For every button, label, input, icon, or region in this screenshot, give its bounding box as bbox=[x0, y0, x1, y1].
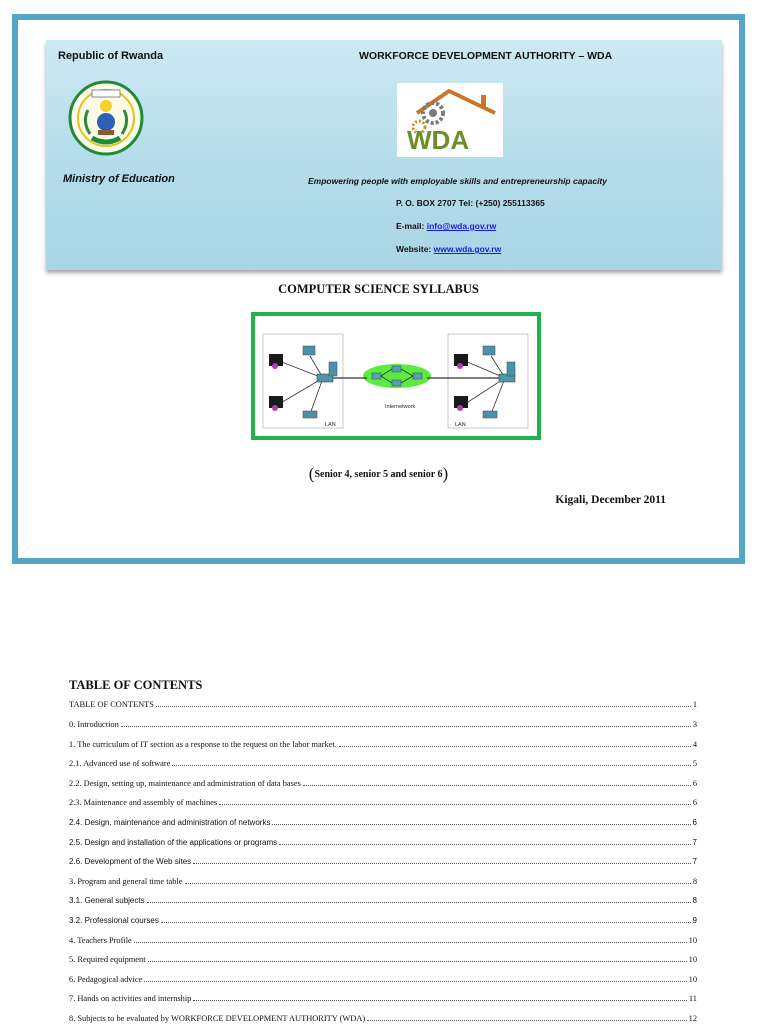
toc-dot-leader bbox=[279, 844, 690, 845]
toc-entry-title: 1. The curriculum of IT section as a response to the request on the labor market. bbox=[69, 739, 337, 749]
toc-entry-page: 9 bbox=[692, 916, 697, 925]
wda-logo-icon bbox=[397, 83, 503, 157]
republic-label: Republic of Rwanda bbox=[58, 50, 164, 62]
authority-title: WORKFORCE DEVELOPMENT AUTHORITY – WDA bbox=[359, 50, 613, 62]
toc-entry-page: 10 bbox=[688, 955, 697, 965]
toc-dot-leader bbox=[172, 765, 690, 766]
toc-entry-title: 2.1. Advanced use of software bbox=[69, 759, 171, 769]
toc-entry-page: 6 bbox=[692, 817, 697, 827]
toc-entry-page: 8 bbox=[692, 876, 697, 886]
toc-entry-page: 7 bbox=[692, 837, 697, 847]
toc-entry[interactable] bbox=[69, 950, 697, 970]
lan-left-label: LAN bbox=[325, 422, 336, 428]
toc-entry-page: 5 bbox=[692, 759, 697, 769]
toc-dot-leader bbox=[219, 804, 691, 805]
contact-pobox: P. O. BOX 2707 Tel: (+250) 255113365 bbox=[396, 198, 545, 208]
website-link[interactable]: www.wda.gov.rw bbox=[433, 244, 502, 254]
email-label: E-mail: bbox=[396, 221, 427, 231]
toc-entry-title: 2.4. Design, maintenance and administration of networks bbox=[69, 817, 271, 827]
network-diagram bbox=[251, 312, 541, 440]
toc-entry-page: 11 bbox=[688, 994, 697, 1004]
toc-entry-title: 5. Required equipment bbox=[69, 955, 146, 965]
toc-entry[interactable] bbox=[69, 754, 697, 774]
ministry-label: Ministry of Education bbox=[63, 173, 175, 185]
toc-entry[interactable] bbox=[69, 715, 697, 735]
toc-dot-leader bbox=[303, 785, 691, 786]
toc-entry-title: 3. Program and general time table bbox=[69, 876, 183, 886]
cover-page bbox=[12, 14, 745, 564]
toc-dot-leader bbox=[185, 883, 691, 884]
toc-entry-title: 8. Subjects to be evaluated by WORKFORCE DEVELOPMENT AUTHORITY (WDA) bbox=[69, 1014, 366, 1024]
toc-entry[interactable] bbox=[69, 793, 697, 813]
toc-entry[interactable] bbox=[69, 970, 697, 990]
toc-dot-leader bbox=[193, 1000, 687, 1001]
rwanda-seal-icon bbox=[68, 80, 144, 156]
toc-entry-page: 10 bbox=[688, 935, 697, 945]
toc-dot-leader bbox=[144, 981, 686, 982]
toc-dot-leader bbox=[148, 961, 687, 962]
toc-entry-title: 3.2. Professional courses bbox=[69, 916, 159, 925]
toc-entry[interactable] bbox=[69, 871, 697, 891]
internetwork-label: Internetwork bbox=[385, 404, 416, 410]
toc-entry-page: 3 bbox=[692, 719, 697, 729]
toc-dot-leader bbox=[367, 1020, 686, 1021]
syllabus-title: COMPUTER SCIENCE SYLLABUS bbox=[278, 282, 479, 296]
website-label: Website: bbox=[396, 244, 434, 254]
toc-entry[interactable] bbox=[69, 813, 697, 833]
toc-dot-leader bbox=[339, 746, 691, 747]
toc-entry[interactable] bbox=[69, 911, 697, 931]
contact-website bbox=[396, 244, 501, 254]
toc-dot-leader bbox=[272, 824, 690, 825]
toc-entry[interactable] bbox=[69, 1009, 697, 1028]
toc-entry-page: 10 bbox=[688, 974, 697, 984]
place-date: Kigali, December 2011 bbox=[555, 494, 666, 506]
toc-entry-page: 7 bbox=[692, 857, 697, 867]
toc-dot-leader bbox=[121, 726, 691, 727]
toc-entry[interactable] bbox=[69, 734, 697, 754]
toc-entry-title: 6. Pedagogical advice bbox=[69, 974, 143, 984]
toc-entry-title: TABLE OF CONTENTS bbox=[69, 700, 154, 710]
network-diagram-graphic bbox=[255, 316, 537, 436]
toc-entry[interactable] bbox=[69, 852, 697, 872]
toc-entry-page: 4 bbox=[692, 739, 697, 749]
toc-entry-title: 2.3. Maintenance and assembly of machines bbox=[69, 798, 218, 808]
toc-dot-leader bbox=[147, 902, 691, 903]
toc-entry-page: 6 bbox=[692, 798, 697, 808]
grades-line: (Senior 4, senior 5 and senior 6) bbox=[308, 464, 449, 483]
toc-entry-title: 4. Teachers Profile bbox=[69, 935, 132, 945]
tagline: Empowering people with employable skills and entrepreneurship capacity bbox=[308, 176, 607, 186]
wda-logo-text: WDA bbox=[407, 125, 470, 155]
toc-dot-leader bbox=[161, 922, 691, 923]
toc-heading: TABLE OF CONTENTS bbox=[69, 678, 203, 692]
toc-entry-title: 0. Introduction bbox=[69, 719, 119, 729]
toc-entry-page: 12 bbox=[688, 1014, 697, 1024]
grades-text: Senior 4, senior 5 and senior 6 bbox=[314, 469, 443, 480]
toc-entry-title: 2.5. Design and installation of the applications or programs bbox=[69, 837, 278, 847]
toc-entry[interactable] bbox=[69, 891, 697, 911]
header-banner bbox=[46, 40, 722, 270]
toc-entry-page: 8 bbox=[692, 896, 697, 906]
toc-dot-leader bbox=[193, 863, 690, 864]
email-link[interactable]: info@wda.gov.rw bbox=[426, 221, 497, 231]
toc-dot-leader bbox=[134, 942, 687, 943]
toc-entry[interactable] bbox=[69, 695, 697, 715]
toc-entry-title: 2.2. Design, setting up, maintenance and administration of data bases bbox=[69, 778, 301, 788]
toc-entry-page: 6 bbox=[692, 778, 697, 788]
toc-entry[interactable] bbox=[69, 832, 697, 852]
toc-dot-leader bbox=[156, 706, 691, 707]
lan-right-label: LAN bbox=[455, 422, 466, 428]
toc-entry[interactable] bbox=[69, 989, 697, 1009]
toc-entry-page: 1 bbox=[692, 700, 697, 710]
toc-entry-title: 3.1. General subjects bbox=[69, 896, 145, 906]
toc-entry[interactable] bbox=[69, 773, 697, 793]
toc-entry-title: 7. Hands on activities and internship bbox=[69, 994, 192, 1004]
toc-entry[interactable] bbox=[69, 930, 697, 950]
toc-entry-title: 2.6. Development of the Web sites bbox=[69, 857, 192, 867]
contact-email bbox=[396, 221, 496, 231]
toc-list bbox=[69, 695, 697, 1028]
